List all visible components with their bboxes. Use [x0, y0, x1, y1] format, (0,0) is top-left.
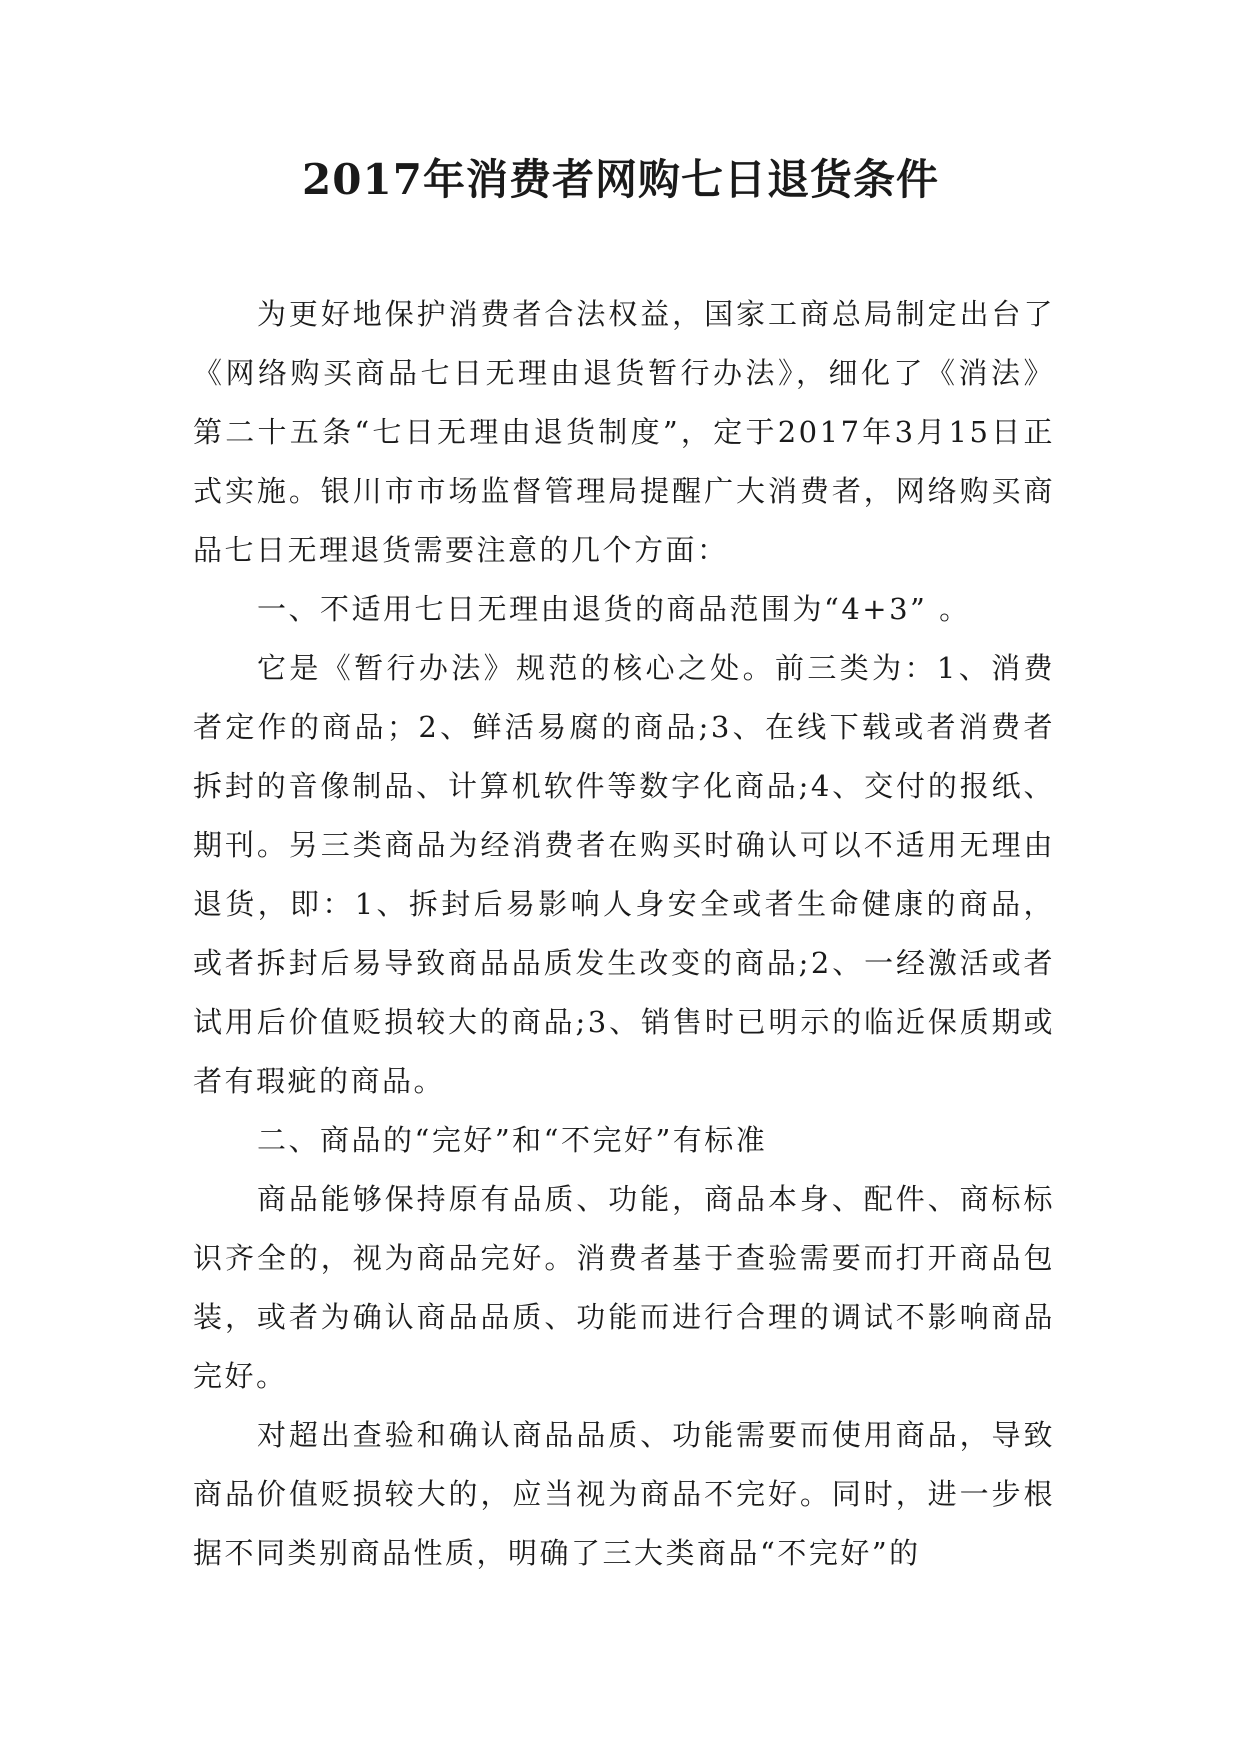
document-body: [193, 285, 1055, 1583]
section-heading-2: 二、商品的“完好”和“不完好”有标准: [257, 1123, 768, 1157]
paragraph-intro: 为更好地保护消费者合法权益，国家工商总局制定出台了《网络购买商品七日无理由退货暂行办法》，细化了《消法》第二十五条“七日无理由退货制度”，定于2017年3月15日正式实施。银川市市场监督管理局提醒广大消费者，网络购买商品七日无理退货需要注意的几个方面：: [193, 297, 1055, 567]
paragraph-not-intact-definition: 对超出查验和确认商品品质、功能需要而使用商品，导致商品价值贬损较大的，应当视为商品不完好。同时，进一步根据不同类别商品性质，明确了三大类商品“不完好”的: [193, 1418, 1055, 1570]
document-title: 2017年消费者网购七日退货条件: [302, 155, 939, 204]
paragraph-excluded-goods: 它是《暂行办法》规范的核心之处。前三类为：1、消费者定作的商品；2、鲜活易腐的商品;3、在线下载或者消费者拆封的音像制品、计算机软件等数字化商品;4、交付的报纸、期刊。另三类商品为经消费者在购买时确认可以不适用无理由退货，即：1、拆封后易影响人身安全或者生命健康的商品，或者拆封后易导致商品品质发生改变的商品;2、一经激活或者试用后价值贬损较大的商品;3、销售时已明示的临近保质期或者有瑕疵的商品。: [193, 651, 1055, 1098]
paragraph-intact-definition: 商品能够保持原有品质、功能，商品本身、配件、商标标识齐全的，视为商品完好。消费者基于查验需要而打开商品包装，或者为确认商品品质、功能而进行合理的调试不影响商品完好。: [193, 1182, 1055, 1393]
section-heading-1: 一、不适用七日无理由退货的商品范围为“4+3” 。: [257, 592, 971, 626]
